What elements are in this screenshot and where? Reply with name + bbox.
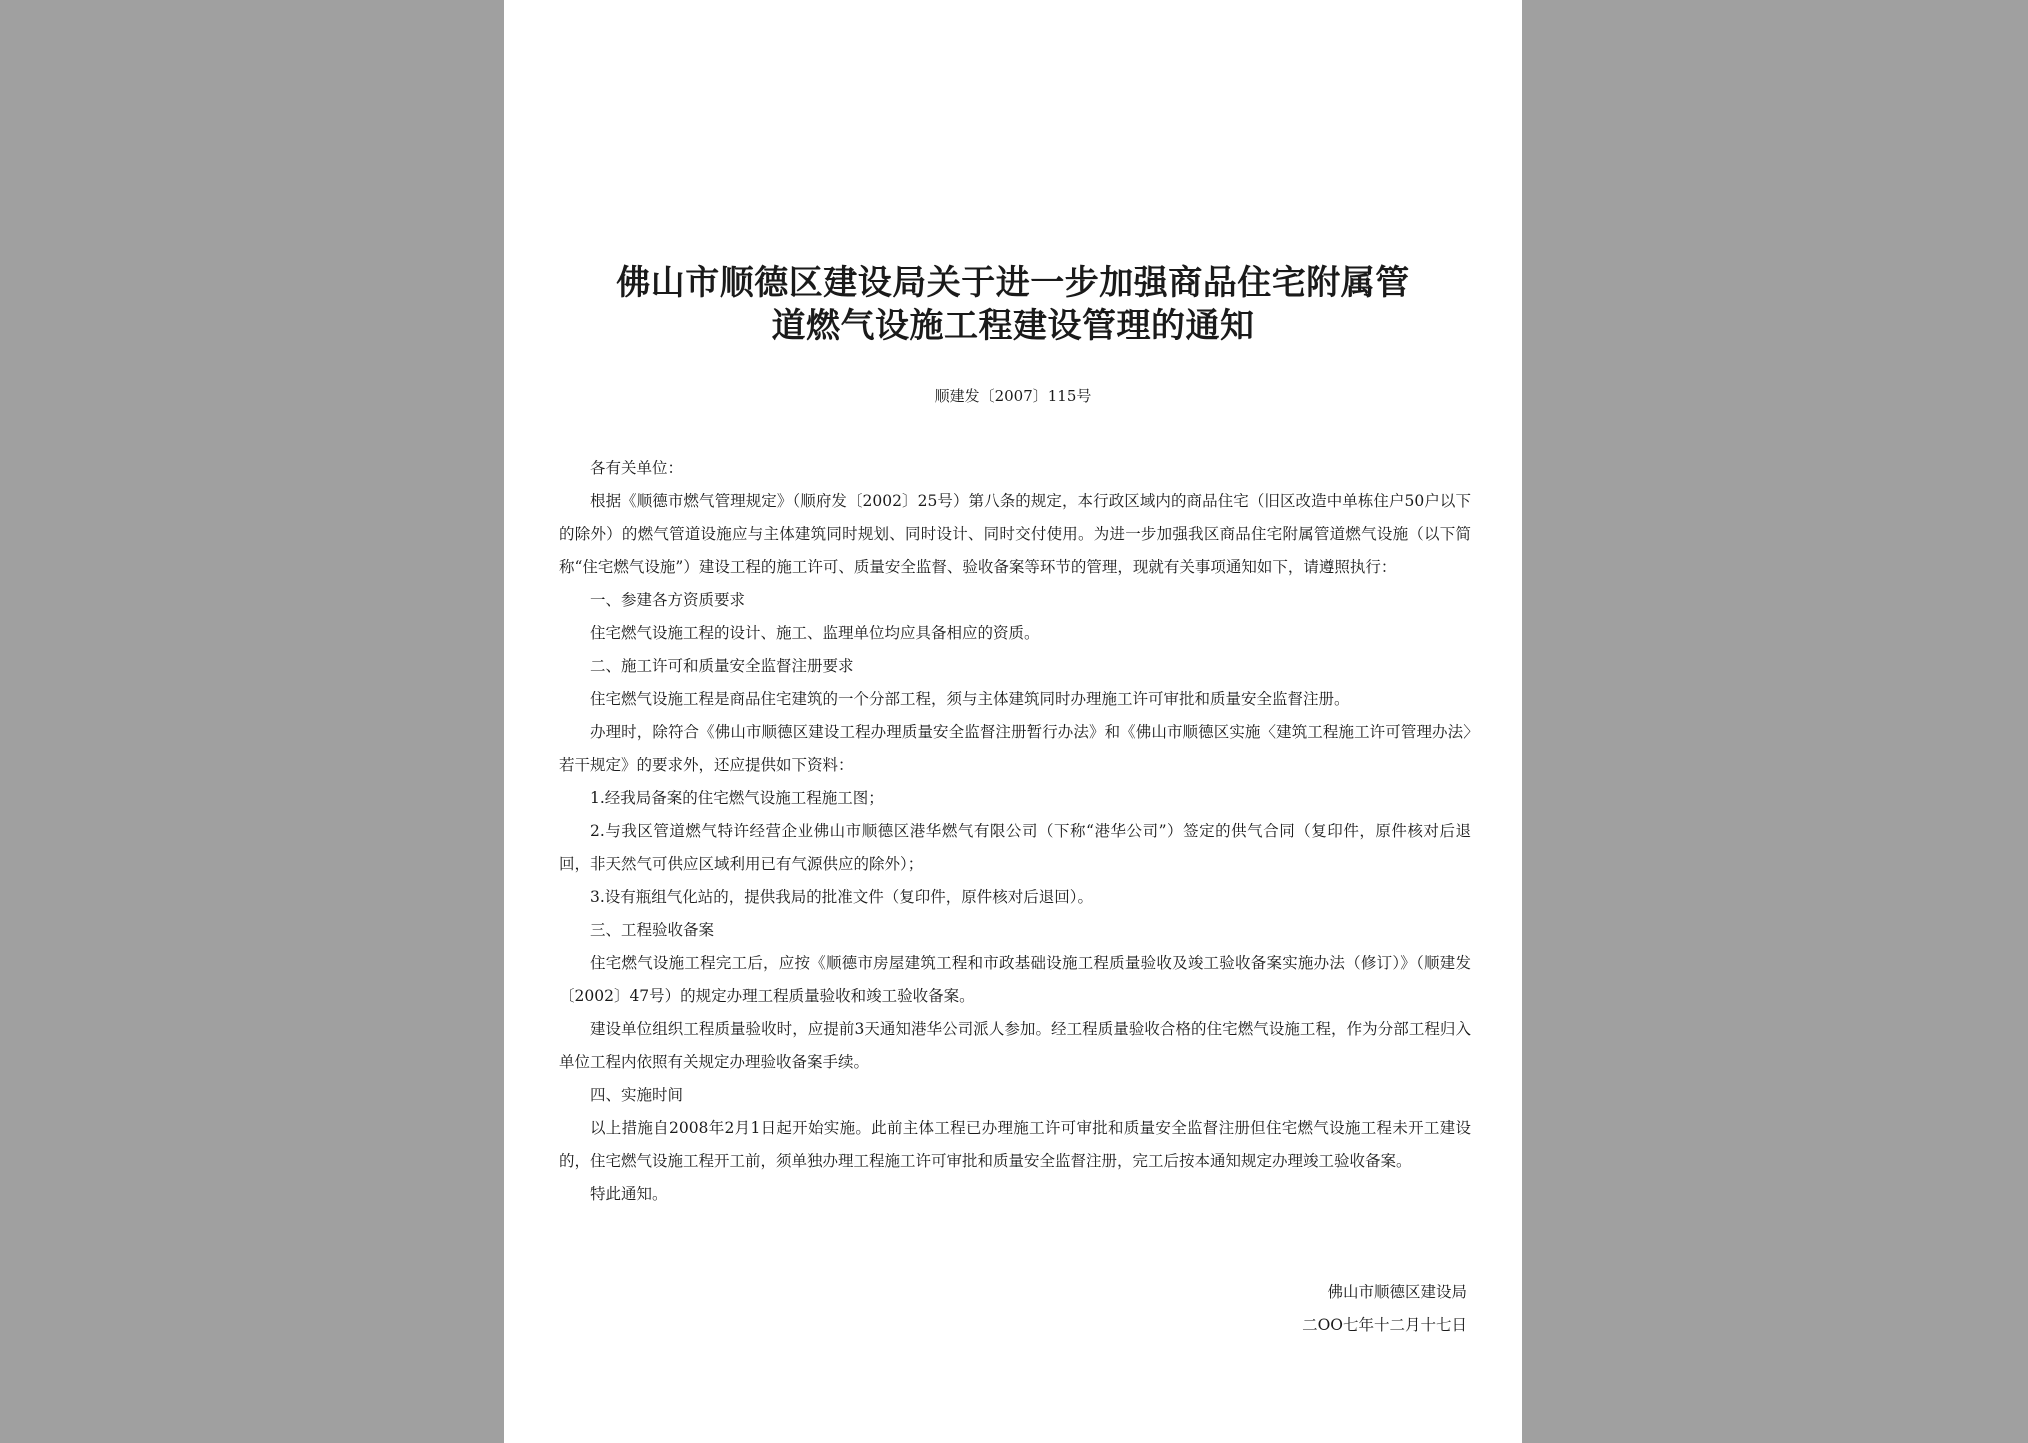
document-number: 顺建发〔2007〕115号 xyxy=(934,387,1092,405)
paragraph: 办理时，除符合《佛山市顺德区建设工程办理质量安全监督注册暂行办法》和《佛山市顺德区实施〈建筑工程施工许可管理办法〉若干规定》的要求外，还应提供如下资料： xyxy=(559,723,1471,774)
paragraph: 住宅燃气设施工程的设计、施工、监理单位均应具备相应的资质。 xyxy=(590,624,1040,642)
closing: 特此通知。 xyxy=(590,1185,668,1203)
paragraph: 住宅燃气设施工程是商品住宅建筑的一个分部工程，须与主体建筑同时办理施工许可审批和质量安全监督注册。 xyxy=(590,690,1350,708)
list-item: 2.与我区管道燃气特许经营企业佛山市顺德区港华燃气有限公司（下称“港华公司”）签定的供气合同（复印件，原件核对后退回，非天然气可供应区域利用已有气源供应的除外）； xyxy=(559,822,1471,873)
section-heading: 二、施工许可和质量安全监督注册要求 xyxy=(590,657,854,675)
document-body xyxy=(559,452,1471,1211)
signature: 佛山市顺德区建设局 xyxy=(1327,1283,1467,1301)
document-page xyxy=(504,0,1522,1443)
paragraph: 以上措施自2008年2月1日起开始实施。此前主体工程已办理施工许可审批和质量安全监督注册但住宅燃气设施工程未开工建设的，住宅燃气设施工程开工前，须单独办理工程施工许可审批和质量安全监督注册，完工后按本通知规定办理竣工验收备案。 xyxy=(559,1119,1471,1170)
signature-block xyxy=(1302,1276,1467,1342)
document-title xyxy=(504,262,1522,348)
section-heading: 三、工程验收备案 xyxy=(590,921,715,939)
section-heading: 一、参建各方资质要求 xyxy=(590,591,746,609)
paragraph: 根据《顺德市燃气管理规定》（顺府发〔2002〕25号）第八条的规定，本行政区域内的商品住宅（旧区改造中单栋住户50户以下的除外）的燃气管道设施应与主体建筑同时规划、同时设计、同时交付使用。为进一步加强我区商品住宅附属管道燃气设施（以下简称“住宅燃气设施”）建设工程的施工许可、质量安全监督、验收备案等环节的管理，现就有关事项通知如下，请遵照执行： xyxy=(559,492,1471,576)
list-item: 3.设有瓶组气化站的，提供我局的批准文件（复印件，原件核对后退回）。 xyxy=(590,888,1094,906)
section-heading: 四、实施时间 xyxy=(590,1086,684,1104)
title-line-2: 道燃气设施工程建设管理的通知 xyxy=(771,306,1255,346)
paragraph: 住宅燃气设施工程完工后，应按《顺德市房屋建筑工程和市政基础设施工程质量验收及竣工验收备案实施办法（修订）》（顺建发〔2002〕47号）的规定办理工程质量验收和竣工验收备案。 xyxy=(559,954,1471,1005)
salutation: 各有关单位： xyxy=(590,459,684,477)
list-item: 1.经我局备案的住宅燃气设施工程施工图； xyxy=(590,789,884,807)
paragraph: 建设单位组织工程质量验收时，应提前3天通知港华公司派人参加。经工程质量验收合格的住宅燃气设施工程，作为分部工程归入单位工程内依照有关规定办理验收备案手续。 xyxy=(559,1020,1471,1071)
title-line-1: 佛山市顺德区建设局关于进一步加强商品住宅附属管 xyxy=(616,263,1410,303)
date: 二OO七年十二月十七日 xyxy=(1302,1316,1467,1334)
